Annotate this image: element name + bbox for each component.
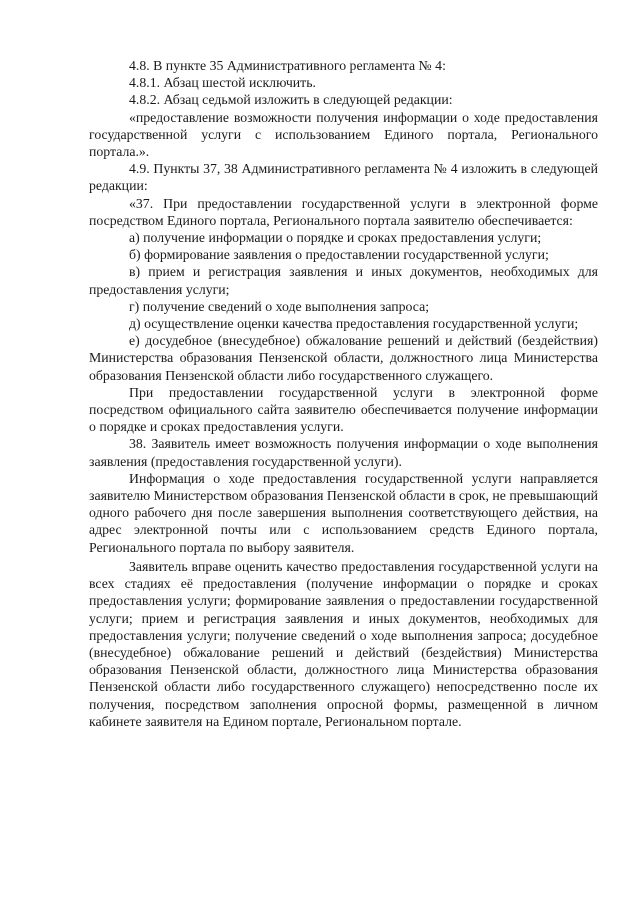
list-item-a: а) получение информации о порядке и сроках предоставления услуги;	[129, 230, 542, 246]
paragraph-quality-assessment: Заявитель вправе оценить качество предоставления государственной услуги на всех стадиях её предоставления (получение информации о порядке и сроках предоставления услуги; формирование заявления о предоставлении государственной услуги; прием и регистрация заявления и иных документов, необходимых для предоставления услуги; получение сведений о ходе выполнения запроса; досудебное (внесудебное) обжалование решений и действий (бездействия) Министерства образования Пензенской области, должностного лица Министерства образования Пензенской области либо государственного служащего) непосредственно после их получения, посредством заполнения опросной формы, размещенной в личном кабинете заявителя на Едином портале, Региональном портале.	[89, 558, 598, 729]
paragraph-4-9: 4.9. Пункты 37, 38 Административного регламента № 4 изложить в следующей редакции:	[89, 161, 598, 194]
document-page	[89, 57, 598, 730]
list-item-b: б) формирование заявления о предоставлении государственной услуги;	[129, 247, 549, 263]
paragraph-official-site: При предоставлении государственной услуги в электронной форме посредством официального сайта заявителю обеспечивается получение информации о порядке и сроках предоставления услуги.	[89, 384, 598, 435]
list-item-v: в) прием и регистрация заявления и иных документов, необходимых для предоставления услуги;	[89, 264, 598, 297]
paragraph-38: 38. Заявитель имеет возможность получения информации о ходе выполнения заявления (предоставления государственной услуги).	[89, 436, 598, 469]
paragraph-4-8-2: 4.8.2. Абзац седьмой изложить в следующей редакции:	[129, 92, 453, 108]
paragraph-4-8-1: 4.8.1. Абзац шестой исключить.	[129, 75, 316, 91]
paragraph-4-8: 4.8. В пункте 35 Административного регламента № 4:	[129, 58, 446, 73]
paragraph-progress-info: Информация о ходе предоставления государственной услуги направляется заявителю Министерством образования Пензенской области в срок, не превышающий одного рабочего дня после завершения выполнения соответствующего действия, на адрес электронной почты или с использованием средств Единого портала, Регионального портала по выбору заявителя.	[89, 470, 598, 555]
paragraph-quote-info: «предоставление возможности получения информации о ходе предоставления государственной услуги с использованием Единого портала, Регионального портала.».	[89, 109, 598, 160]
paragraph-37: «37. При предоставлении государственной услуги в электронной форме посредством Единого портала, Регионального портала заявителю обеспечивается:	[89, 195, 598, 228]
list-item-e: е) досудебное (внесудебное) обжалование решений и действий (бездействия) Министерства образования Пензенской области, должностного лица Министерства образования Пензенской области либо государственного служащего.	[89, 333, 598, 383]
list-item-g: г) получение сведений о ходе выполнения запроса;	[129, 298, 430, 314]
list-item-d: д) осуществление оценки качества предоставления государственной услуги;	[129, 316, 579, 332]
